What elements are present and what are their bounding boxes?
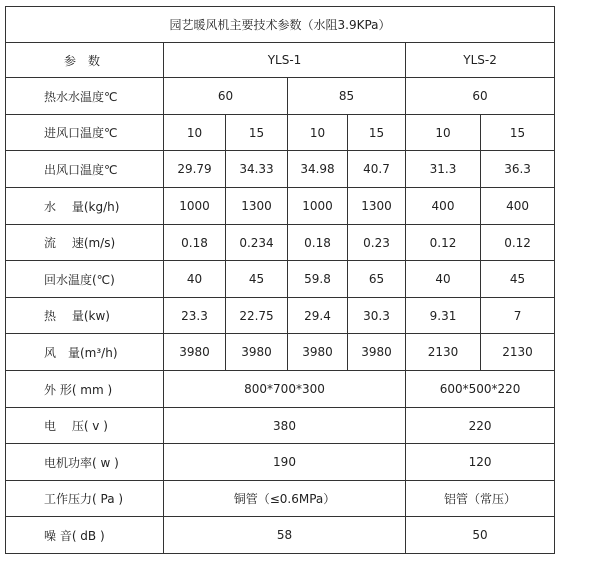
cell-value: 10 [164, 115, 226, 151]
row-label: 热水水温度℃ [6, 78, 164, 115]
cell-value: 0.18 [288, 225, 348, 261]
table-row [6, 334, 555, 371]
cell-value: 380 [164, 408, 406, 444]
cell-value: 34.33 [226, 151, 288, 188]
row-label: 回水温度(℃) [6, 261, 164, 298]
cell-value: 3980 [288, 334, 348, 371]
param-header: 参 数 [6, 43, 164, 78]
cell-value: 50 [406, 517, 555, 554]
title-row [6, 7, 555, 43]
cell-value: 36.3 [481, 151, 555, 188]
cell-value: 400 [481, 188, 555, 225]
model-yls1-header: YLS-1 [164, 43, 406, 78]
table-row [6, 408, 555, 444]
row-label: 水 量(kg/h) [6, 188, 164, 225]
cell-value: 3980 [164, 334, 226, 371]
cell-value: 0.234 [226, 225, 288, 261]
table-row [6, 78, 555, 115]
cell-value: 59.8 [288, 261, 348, 298]
cell-value: 3980 [348, 334, 406, 371]
table-row [6, 151, 555, 188]
cell-value: 0.18 [164, 225, 226, 261]
cell-value: 铝管（常压） [406, 481, 555, 517]
cell-value: 45 [226, 261, 288, 298]
row-label: 电 压( v ) [6, 408, 164, 444]
cell-value: 15 [226, 115, 288, 151]
table-row [6, 371, 555, 408]
cell-value: 29.79 [164, 151, 226, 188]
row-label: 电机功率( w ) [6, 444, 164, 481]
cell-value: 1300 [226, 188, 288, 225]
cell-value: 120 [406, 444, 555, 481]
cell-value: 23.3 [164, 298, 226, 334]
cell-value: 7 [481, 298, 555, 334]
row-label: 进风口温度℃ [6, 115, 164, 151]
spec-table [5, 6, 555, 554]
row-label: 流 速(m/s) [6, 225, 164, 261]
table-row [6, 225, 555, 261]
cell-value: 45 [481, 261, 555, 298]
cell-value: 400 [406, 188, 481, 225]
cell-value: 190 [164, 444, 406, 481]
cell-value: 65 [348, 261, 406, 298]
cell-value: 0.23 [348, 225, 406, 261]
cell-value: 0.12 [406, 225, 481, 261]
cell-value: 2130 [406, 334, 481, 371]
cell-value: 1000 [164, 188, 226, 225]
cell-value: 铜管（≤0.6MPa） [164, 481, 406, 517]
cell-value: 29.4 [288, 298, 348, 334]
cell-value: 15 [481, 115, 555, 151]
cell-value: 800*700*300 [164, 371, 406, 408]
cell-value: 30.3 [348, 298, 406, 334]
cell-value: 85 [288, 78, 406, 115]
cell-value: 10 [406, 115, 481, 151]
cell-value: 40.7 [348, 151, 406, 188]
cell-value: 10 [288, 115, 348, 151]
cell-value: 60 [164, 78, 288, 115]
cell-value: 0.12 [481, 225, 555, 261]
cell-value: 58 [164, 517, 406, 554]
table-row [6, 481, 555, 517]
cell-value: 15 [348, 115, 406, 151]
cell-value: 22.75 [226, 298, 288, 334]
row-label: 噪 音( dB ) [6, 517, 164, 554]
table-title: 园艺暖风机主要技术参数（水阻3.9KPa） [6, 7, 555, 43]
cell-value: 40 [164, 261, 226, 298]
cell-value: 1000 [288, 188, 348, 225]
row-label: 工作压力( Pa ) [6, 481, 164, 517]
cell-value: 220 [406, 408, 555, 444]
row-label: 外 形( mm ) [6, 371, 164, 408]
cell-value: 34.98 [288, 151, 348, 188]
table-row [6, 444, 555, 481]
cell-value: 9.31 [406, 298, 481, 334]
table-row [6, 517, 555, 554]
cell-value: 600*500*220 [406, 371, 555, 408]
cell-value: 31.3 [406, 151, 481, 188]
header-row [6, 43, 555, 78]
row-label: 出风口温度℃ [6, 151, 164, 188]
cell-value: 60 [406, 78, 555, 115]
table-row [6, 115, 555, 151]
row-label: 风 量(m³/h) [6, 334, 164, 371]
table-row [6, 298, 555, 334]
table-row [6, 188, 555, 225]
cell-value: 1300 [348, 188, 406, 225]
cell-value: 2130 [481, 334, 555, 371]
model-yls2-header: YLS-2 [406, 43, 555, 78]
cell-value: 40 [406, 261, 481, 298]
table-row [6, 261, 555, 298]
cell-value: 3980 [226, 334, 288, 371]
row-label: 热 量(kw) [6, 298, 164, 334]
